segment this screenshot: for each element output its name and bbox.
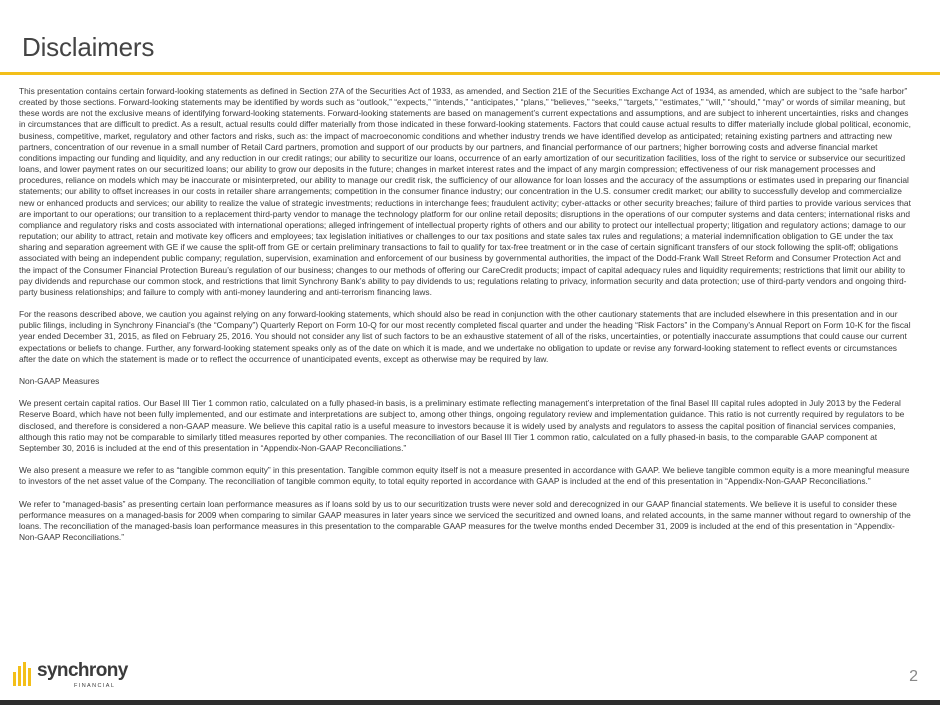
synchrony-bars-icon [12, 660, 34, 688]
managed-basis-paragraph: We refer to “managed-basis” as presenting certain loan performance measures as if loans sold by us to our securitization trusts were never sold and derecognized in our GAAP financial statements. We believe it is useful to consider these performance measures on a managed-basis for 2009 when comparing to similar GAAP measures in later years since we serviced the securitized and owned loans, and related accounts, in the same manner without regard to ownership of the loans. The reconciliation of the managed-basis loan performance measures in this presentation to the comparable GAAP measures for the twelve months ended December 31, 2009 is included at the end of this presentation in “Appendix-Non-GAAP Reconciliations.” [19, 498, 911, 543]
title-underline [0, 72, 940, 75]
footer-bar [0, 700, 940, 705]
disclaimer-body [19, 86, 911, 554]
synchrony-logo [12, 660, 132, 692]
caution-paragraph: For the reasons described above, we caution you against relying on any forward-looking statements, which should also be read in conjunction with the other cautionary statements that are included elsewhere in this presentation and in our public filings, including in Synchrony Financial’s (the “Company”) Quarterly Report on Form 10-Q for our most recently completed fiscal quarter and under the heading “Risk Factors” in the Company’s Annual Report on Form 10-K for the fiscal year ended December 31, 2015, as filed on February 25, 2016. You should not consider any list of such factors to be an exhaustive statement of all of the risks, uncertainties, or potentially inaccurate assumptions that could cause our current expectations or beliefs to change. Further, any forward-looking statement speaks only as of the date on which it is made, and we undertake no obligation to update or revise any forward-looking statement to reflect events or circumstances after the date on which the statement is made or to reflect the occurrence of unanticipated events, except as otherwise may be required by law. [19, 309, 911, 364]
tangible-equity-paragraph: We also present a measure we refer to as “tangible common equity” in this presentation. Tangible common equity itself is not a measure presented in accordance with GAAP. We believe tangible common equity is a more meaningful measure to investors of the net asset value of the Company. The reconciliation of tangible common equity, to total equity reported in accordance with GAAP is included at the end of this presentation in “Appendix-Non-GAAP Reconciliations.” [19, 465, 910, 487]
non-gaap-heading: Non-GAAP Measures [19, 376, 100, 387]
page-number: 2 [909, 668, 918, 685]
page-title: Disclaimers [22, 32, 155, 62]
forward-looking-paragraph: This presentation contains certain forward-looking statements as defined in Section 27A of the Securities Act of 1933, as amended, and Section 21E of the Securities Exchange Act of 1934, as amended, which are subject to the “safe harbor” created by those sections. Forward-looking statements may be identified by words such as “outlook,” “expects,” “intends,” “anticipates,” “plans,” “believes,” “seeks,” “targets,” “estimates,” “will,” “should,” “may” or words of similar meaning, but these words are not the exclusive means of identifying forward-looking statements. Forward-looking statements are based on management’s current expectations and assumptions, and are subject to inherent uncertainties, risks and changes in circumstances that are difficult to predict. As a result, actual results could differ materially from those indicated in these forward-looking statements. Factors that could cause actual results to differ materially include global political, economic, business, competitive, market, regulatory and other factors and risks, such as: the impact of macroeconomic conditions and whether industry trends we have identified develop as anticipated; retaining existing partners and attracting new partners, concentration of our revenue in a small number of Retail Card partners, promotion and support of our products by our partners, and financial performance of our partners; higher borrowing costs and adverse financial market conditions impacting our funding and liquidity, and any reduction in our credit ratings; our ability to securitize our loans, occurrence of an early amortization of our securitization facilities, loss of the right to service or subservice our securitized loans, and lower payment rates on our securitized loans; our ability to grow our deposits in the future; changes in market interest rates and the impact of any margin compression; effectiveness of our risk management processes and procedures, reliance on models which may be inaccurate or misinterpreted, our ability to manage our credit risk, the sufficiency of our allowance for loan losses and the accuracy of the assumptions or estimates used in preparing our financial statements; our ability to offset increases in our costs in retailer share arrangements; competition in the consumer finance industry; our concentration in the U.S. consumer credit market; our ability to successfully develop and commercialize new or enhanced products and services; our ability to realize the value of strategic investments; reductions in interchange fees; fraudulent activity; cyber-attacks or other security breaches; failure of third parties to provide various services that are important to our operations; our transition to a replacement third-party vendor to manage the technology platform for our online retail deposits; disruptions in the operations of our computer systems and data centers; international risks and compliance and regulatory risks and costs associated with international operations; alleged infringement of intellectual property rights of others and our ability to protect our intellectual property; litigation and regulatory actions; damage to our reputation; our ability to attract, retain and motivate key officers and employees; tax legislation initiatives or challenges to our tax positions and state sales tax rules and regulations; a material indemnification obligation to GE under the tax sharing and separation agreement with GE if we cause the split-off from GE or certain preliminary transactions to fail to qualify for tax-free treatment or in the case of certain significant transfers of our stock following the split-off; obligations associated with being an independent public company; regulation, supervision, examination and enforcement of our business by governmental authorities, the impact of the Dodd-Frank Wall Street Reform and Consumer Protection Act and the impact of the Consumer Financial Protection Bureau’s regulation of our business; changes to our methods of offering our CareCredit products; impact of capital adequacy rules and liquidity requirements; restrictions that limit our ability to pay dividends and repurchase our common stock, and restrictions that limit Synchrony Bank’s ability to pay dividends to us; regulations relating to privacy, information security and data protection; use of third-party vendors and ongoing third-party business relationships; and failure to comply with anti-money laundering and anti-terrorism financing laws. [19, 86, 911, 297]
logo-wordmark: synchrony [37, 660, 128, 681]
logo-subtitle: FINANCIAL [74, 683, 116, 689]
capital-ratio-paragraph: We present certain capital ratios. Our Basel III Tier 1 common ratio, calculated on a fully phased-in basis, is a preliminary estimate reflecting management’s interpretation of the final Basel III capital rules adopted in July 2013 by the Federal Reserve Board, which have not been fully implemented, and our estimate and interpretations are subject to, among other things, ongoing regulatory review and implementation guidance. This ratio is not currently required by regulators to be disclosed, and therefore is considered a non-GAAP measure. We believe this capital ratio is a useful measure to investors because it is widely used by analysts and regulators to assess the capital position of financial services companies, although this ratio may not be comparable to similarly titled measures reported by other companies. The reconciliation of our Basel III Tier 1 common ratio, calculated on a fully phased-in basis, to the comparable GAAP component at September 30, 2016 is included at the end of this presentation in “Appendix-Non-GAAP Reconciliations.” [19, 398, 905, 453]
